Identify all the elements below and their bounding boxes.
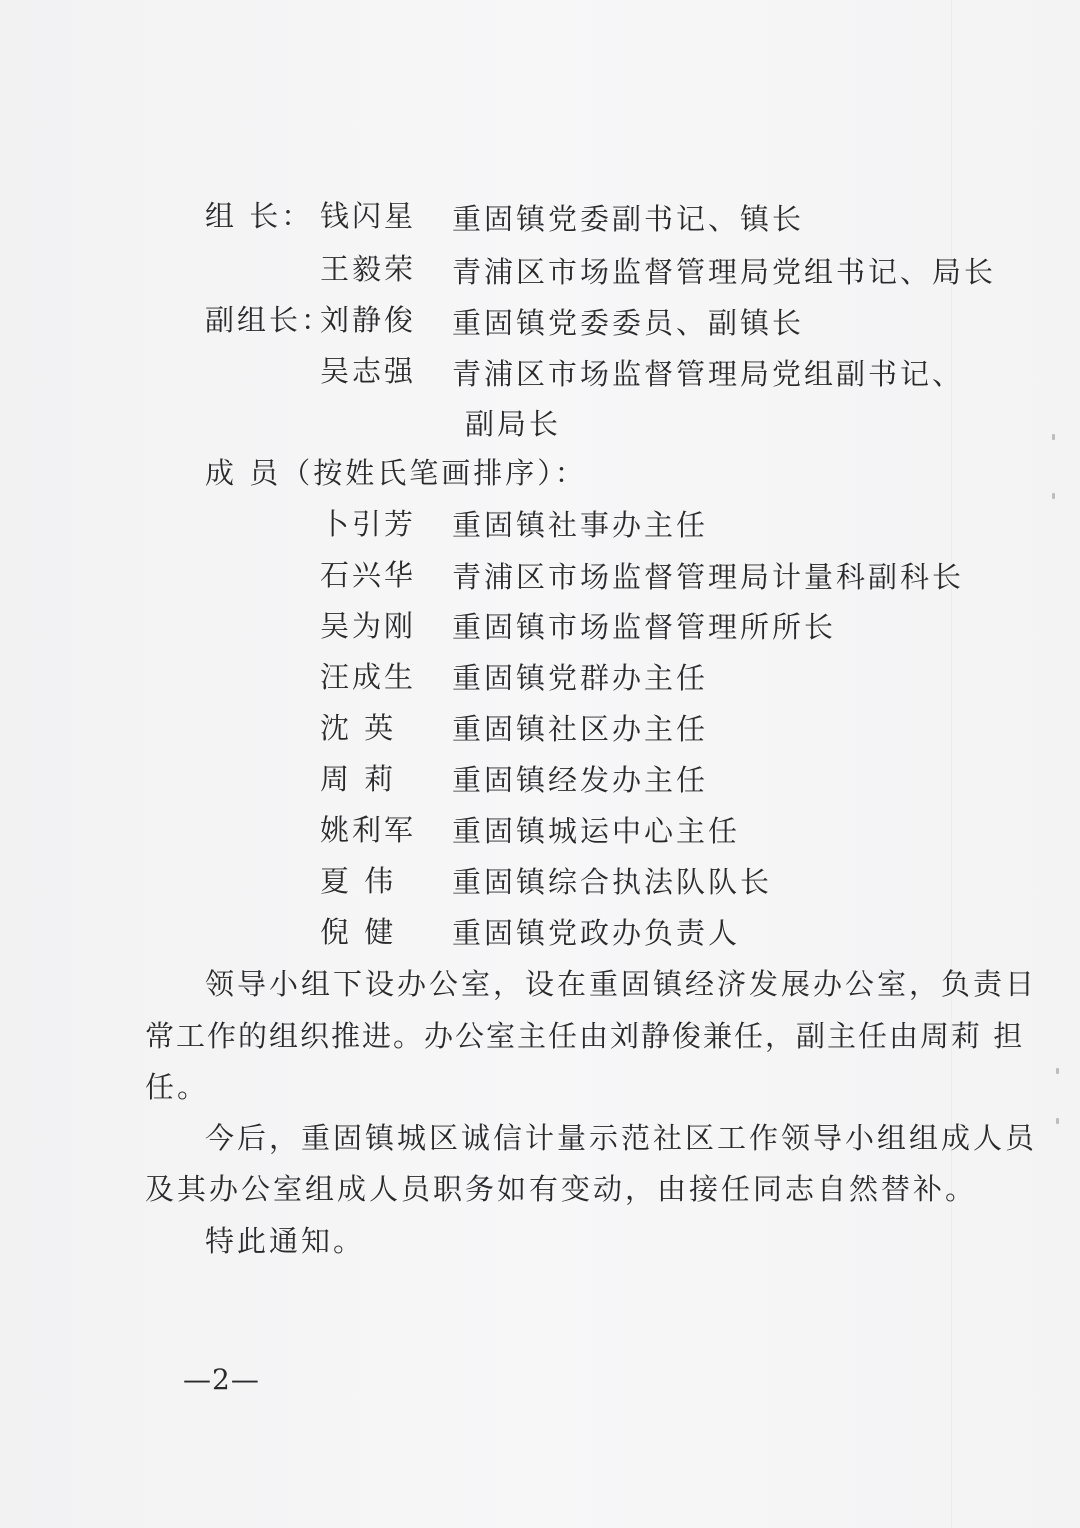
member-title: 重固镇社事办主任 bbox=[452, 508, 709, 542]
member-title: 重固镇综合执法队队长 bbox=[452, 865, 773, 899]
deputy-leader-role: 副组长： bbox=[205, 303, 334, 337]
leader-title-continuation: 副局长 bbox=[465, 407, 562, 441]
scan-speck bbox=[1056, 1068, 1059, 1074]
leader-title: 重固镇党委副书记、镇长 bbox=[452, 202, 805, 236]
leader-title: 青浦区市场监督管理局党组书记、局长 bbox=[452, 255, 997, 289]
leader-name: 王毅荣 bbox=[320, 252, 417, 286]
page-number: —2— bbox=[183, 1363, 260, 1396]
member-name: 石兴华 bbox=[320, 558, 417, 592]
leader-title: 青浦区市场监督管理局党组副书记、 bbox=[452, 357, 965, 391]
page-edge-shadow bbox=[951, 0, 952, 1528]
member-title: 重固镇经发办主任 bbox=[452, 763, 709, 797]
member-name: 周 莉 bbox=[320, 762, 397, 796]
member-name: 吴为刚 bbox=[320, 609, 417, 643]
closing-notice: 特此通知。 bbox=[205, 1224, 366, 1258]
scan-speck bbox=[1056, 1118, 1059, 1124]
scan-speck bbox=[1052, 434, 1055, 440]
leader-title: 重固镇党委委员、副镇长 bbox=[452, 306, 805, 340]
member-name: 倪 健 bbox=[320, 915, 397, 949]
leader-name: 刘静俊 bbox=[320, 303, 417, 337]
member-title: 青浦区市场监督管理局计量科副科长 bbox=[452, 560, 965, 594]
members-heading: 成 员（按姓氏笔画排序）： bbox=[205, 456, 587, 490]
office-paragraph-line: 领导小组下设办公室，设在重固镇经济发展办公室，负责日 bbox=[205, 967, 1038, 1001]
leader-name: 钱闪星 bbox=[320, 199, 417, 233]
change-paragraph-line: 及其办公室组成人员职务如有变动，由接任同志自然替补。 bbox=[145, 1172, 978, 1206]
leader-name: 吴志强 bbox=[320, 354, 417, 388]
leader-role: 组 长： bbox=[205, 199, 314, 233]
office-paragraph-line: 任。 bbox=[145, 1070, 210, 1104]
change-paragraph-line: 今后，重固镇城区诚信计量示范社区工作领导小组组成人员 bbox=[205, 1121, 1038, 1155]
member-name: 夏 伟 bbox=[320, 864, 397, 898]
member-title: 重固镇党政办负责人 bbox=[452, 916, 741, 950]
member-name: 沈 英 bbox=[320, 711, 397, 745]
member-title: 重固镇党群办主任 bbox=[452, 661, 709, 695]
member-name: 卜引芳 bbox=[320, 507, 417, 541]
member-title: 重固镇市场监督管理所所长 bbox=[452, 610, 837, 644]
member-title: 重固镇城运中心主任 bbox=[452, 814, 741, 848]
member-name: 姚利军 bbox=[320, 813, 417, 847]
scan-speck bbox=[1052, 493, 1055, 499]
office-paragraph-line: 常工作的组织推进。办公室主任由刘静俊兼任，副主任由周莉 担 bbox=[145, 1019, 1025, 1053]
member-name: 汪成生 bbox=[320, 660, 417, 694]
member-title: 重固镇社区办主任 bbox=[452, 712, 709, 746]
